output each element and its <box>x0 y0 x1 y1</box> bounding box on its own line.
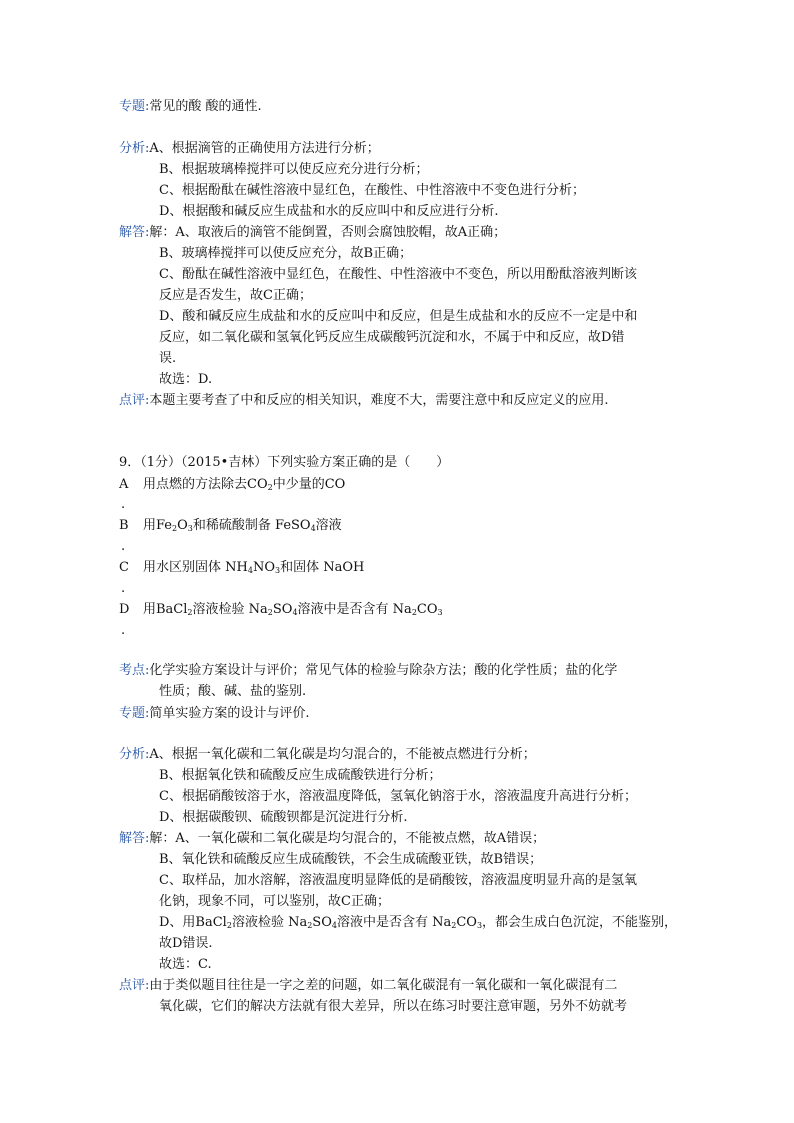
option-c: C 用水区别固体 $NH_4NO_3$和固体 NaOH <box>119 560 365 575</box>
answer-line: 解答:解：A、一氧化碳和二氧化碳是均匀混合的，不能被点燃，故A错误； <box>119 831 546 846</box>
answer-line: D、用BaCl$_2$溶液检验 $Na_2SO_4$溶液中是否含有 $Na_2CO_3$，都会生成白色沉淀，不能鉴别， <box>159 915 678 930</box>
comment-line: 氧化碳，它们的解决方法就有很大差异，所以在练习时要注意审题，另外不妨就考 <box>159 999 628 1014</box>
comment-label: 点评 <box>119 393 146 408</box>
answer-label: 解答 <box>119 831 146 846</box>
option-dot: . <box>121 497 126 512</box>
answer-choice: 故选：C. <box>159 957 212 972</box>
answer-line: 反应是否发生，故C正确； <box>159 288 312 303</box>
answer-choice: 故选：D. <box>159 372 213 387</box>
analysis-line: B、根据玻璃棒搅拌可以使反应充分进行分析； <box>159 162 429 177</box>
option-b: B 用$Fe_2O_3$和稀硫酸制备 FeSO$_4$溶液 <box>119 518 342 533</box>
topic-label: 专题 <box>119 706 146 721</box>
analysis-label: 分析 <box>119 747 146 762</box>
analysis-label: 分析 <box>119 141 146 156</box>
analysis-line: D、根据碳酸钡、硫酸钡都是沉淀进行分析. <box>159 810 408 825</box>
answer-line: 反应，如二氧化碳和氢氧化钙反应生成碳酸钙沉淀和水，不属于中和反应，故D错 <box>159 330 625 345</box>
answer-line: 解答:解：A、取液后的滴管不能倒置，否则会腐蚀胶帽，故A正确； <box>119 225 507 240</box>
topic-text: 常见的酸 酸的通性. <box>149 99 262 114</box>
answer-line: D、酸和碱反应生成盐和水的反应叫中和反应，但是生成盐和水的反应不一定是中和 <box>159 309 638 324</box>
comment-line: 点评:本题主要考查了中和反应的相关知识，难度不大，需要注意中和反应定义的应用. <box>119 393 609 408</box>
option-dot: . <box>121 539 126 554</box>
knowledge-line: 考点:化学实验方案设计与评价；常见气体的检验与除杂方法；酸的化学性质；盐的化学 <box>119 663 618 678</box>
knowledge-line: 性质；酸、碱、盐的鉴别. <box>159 684 307 699</box>
analysis-line: C、根据酚酞在碱性溶液中显红色，在酸性、中性溶液中不变色进行分析； <box>159 183 585 198</box>
analysis-line: D、根据酸和碱反应生成盐和水的反应叫中和反应进行分析. <box>159 204 499 219</box>
topic-label: 专题 <box>119 99 146 114</box>
answer-line: 误. <box>159 351 177 366</box>
topic-line: 专题:常见的酸 酸的通性. <box>119 99 262 114</box>
comment-label: 点评 <box>119 978 146 993</box>
topic-line: 专题:简单实验方案的设计与评价. <box>119 706 310 721</box>
analysis-line: B、根据氧化铁和硫酸反应生成硫酸铁进行分析； <box>159 768 442 783</box>
answer-label: 解答 <box>119 225 146 240</box>
answer-line: 化钠，现象不同，可以鉴别，故C正确； <box>159 894 390 909</box>
answer-line: B、玻璃棒搅拌可以使反应充分，故B正确； <box>159 246 413 261</box>
analysis-line: 分析:A、根据一氧化碳和二氧化碳是均匀混合的，不能被点燃进行分析； <box>119 747 536 762</box>
analysis-line: C、根据硝酸铵溶于水，溶液温度降低，氢氧化钠溶于水，溶液温度升高进行分析； <box>159 789 637 804</box>
option-dot: . <box>121 581 126 596</box>
analysis-line: 分析:A、根据滴管的正确使用方法进行分析； <box>119 141 380 156</box>
knowledge-label: 考点 <box>119 663 146 678</box>
answer-line: 故D错误. <box>159 936 213 951</box>
option-a: A 用点燃的方法除去$CO_2$中少量的CO <box>119 477 346 492</box>
answer-line: C、取样品，加水溶解，溶液温度明显降低的是硝酸铵，溶液温度明显升高的是氢氧 <box>159 873 637 888</box>
option-d: D 用BaCl$_2$溶液检验 $Na_2SO_4$溶液中是否含有 $Na_2CO_3$ <box>119 602 443 617</box>
question-stem: 9．（1分）（2015•吉林）下列实验方案正确的是（ ） <box>119 455 450 470</box>
comment-line: 点评:由于类似题目往往是一字之差的问题，如二氧化碳混有一氧化碳和一氧化碳混有二 <box>119 978 618 993</box>
answer-line: C、酚酞在碱性溶液中显红色，在酸性、中性溶液中不变色，所以用酚酞溶液判断该 <box>159 267 637 282</box>
option-dot: . <box>121 623 126 638</box>
answer-line: B、氧化铁和硫酸反应生成硫酸铁，不会生成硫酸亚铁，故B错误； <box>159 852 543 867</box>
